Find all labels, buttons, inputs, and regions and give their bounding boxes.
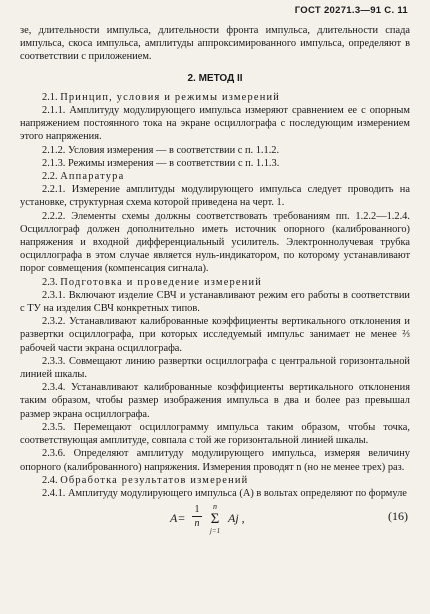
paragraph-text: Условия измерения — в соответствии с п. 1.1.2. (68, 144, 280, 156)
paragraph-2-4 (20, 474, 410, 487)
section-title: 2. МЕТОД II (187, 72, 243, 84)
paragraph-2-4-1 (20, 487, 410, 500)
paragraph-2-1-3 (20, 157, 410, 170)
paragraph-2-3-5 (20, 421, 410, 447)
paragraph-2-3-2 (20, 315, 410, 355)
paragraph-number: 2.4.1. (42, 487, 66, 499)
paragraph-number: 2.3.4. (42, 382, 66, 394)
paragraph-2-2-1 (20, 183, 410, 209)
paragraph-2-2 (20, 170, 410, 183)
paragraph-heading: Подготовка и проведение измерений (60, 276, 263, 288)
paragraph-text: Амплитуду модулирующего импульса (A) в вольтах определяют по формуле (68, 487, 407, 499)
formula-number: (16) (388, 509, 408, 524)
page-header: ГОСТ 20271.3—91 С. 11 (294, 5, 408, 16)
formula-term: Aj , (228, 511, 245, 526)
paragraph-2-1-1 (20, 104, 410, 144)
sum-lower-limit: j=1 (209, 527, 221, 536)
paragraph-heading: Аппаратура (60, 171, 125, 183)
formula-16 (20, 502, 410, 540)
paragraph-2-3-6 (20, 447, 410, 473)
paragraph-number: 2.2. (42, 171, 58, 183)
paragraph-text: Совмещают линию развертки осциллографа с центральной горизонтальной линией шкалы. (20, 355, 410, 381)
paragraph-number: 2.3.5. (42, 421, 66, 433)
intro-paragraph: зе, длительности импульса, длительности фронта импульса, длительности спада импульса, скоса импульса, амплитуды аппроксимированного импульса, определяют в соответствии с приложением. (20, 25, 410, 63)
paragraph-text: Перемещают осциллограмму импульса таким образом, чтобы точка, соответствующая амплитуде, совпала с той же горизонтальной линией шкалы. (20, 421, 410, 447)
paragraph-text: Элементы схемы должны соответствовать требованиям пп. 1.2.2—1.2.4. Осциллограф должен дополнительно иметь источник опорного (калиброванного) напряжения и входной дифференциальный усилитель. Электроннолучевая трубка осциллографа в этом случае является нуль-индикатором, по которому устанавливают порог совмещения (компенсация сигнала). (20, 210, 410, 275)
paragraph-text: Режимы измерения — в соответствии с п. 1.1.3. (68, 157, 280, 169)
formula-lhs: A= (170, 511, 186, 526)
paragraph-number: 2.3. (42, 276, 58, 288)
fraction-numerator: 1 (194, 504, 200, 516)
paragraph-number: 2.3.6. (42, 448, 66, 460)
sum-upper-limit: n (213, 502, 217, 512)
paragraph-2-2-2 (20, 210, 410, 276)
paragraph-2-3 (20, 276, 410, 289)
paragraph-2-3-4 (20, 381, 410, 421)
paragraph-text: Амплитуду модулирующего импульса измеряют сравнением ее с опорным напряжением постоянного тока на экране осциллографа с последующим измерением этого напряжения. (20, 105, 410, 143)
document-body (20, 24, 410, 540)
paragraph-number: 2.3.1. (42, 289, 66, 301)
paragraph-2-3-1 (20, 289, 410, 315)
sum-symbol: Σ (210, 511, 220, 528)
paragraph-text: Определяют амплитуду модулирующего импульса, измеряя величину опорного (калиброванного) напряжения. Измерения проводят n (но не менее трех) раз. (20, 448, 410, 473)
formula-fraction (192, 504, 202, 529)
paragraph-heading: Обработка результатов измерений (60, 474, 249, 486)
paragraph-number: 2.2.2. (42, 210, 66, 222)
paragraph-text: Устанавливают калиброванные коэффициенты вертикального отклонения и развертки осциллографа, при которых исследуемый импульс занимает не менее ⅔ рабочей части экрана осциллографа. (20, 316, 410, 354)
paragraph-heading: Принцип, условия и режимы измерений (60, 91, 280, 103)
paragraph-number: 2.1.2. (42, 144, 66, 156)
paragraph-text: Включают изделие СВЧ и устанавливают режим его работы в соответствии с ТУ на изделия СВЧ конкретных типов. (20, 289, 410, 315)
paragraph-number: 2.3.3. (42, 355, 66, 367)
paragraph-text: Устанавливают калиброванные коэффициенты вертикального отклонения таким образом, чтобы размер изображения импульса в два и более раз превышал размер экрана осциллографа. (20, 382, 410, 420)
paragraph-2-1 (20, 91, 410, 104)
formula-sum (208, 502, 222, 536)
paragraph-number: 2.4. (42, 474, 58, 486)
paragraph-number: 2.3.2. (42, 316, 66, 328)
fraction-bar (192, 516, 202, 517)
paragraph-text: Измерение амплитуды модулирующего импульса следует проводить на установке, структурная схема которой приведена на черт. 1. (20, 184, 410, 209)
paragraph-number: 2.1.3. (42, 157, 66, 169)
paragraph-2-1-2 (20, 144, 410, 157)
paragraph-list (20, 91, 410, 500)
paragraph-number: 2.1.1. (42, 105, 66, 117)
paragraph-number: 2.2.1. (42, 184, 66, 196)
paragraph-2-3-3 (20, 355, 410, 381)
fraction-denominator: n (194, 518, 200, 530)
paragraph-number: 2.1. (42, 91, 58, 103)
